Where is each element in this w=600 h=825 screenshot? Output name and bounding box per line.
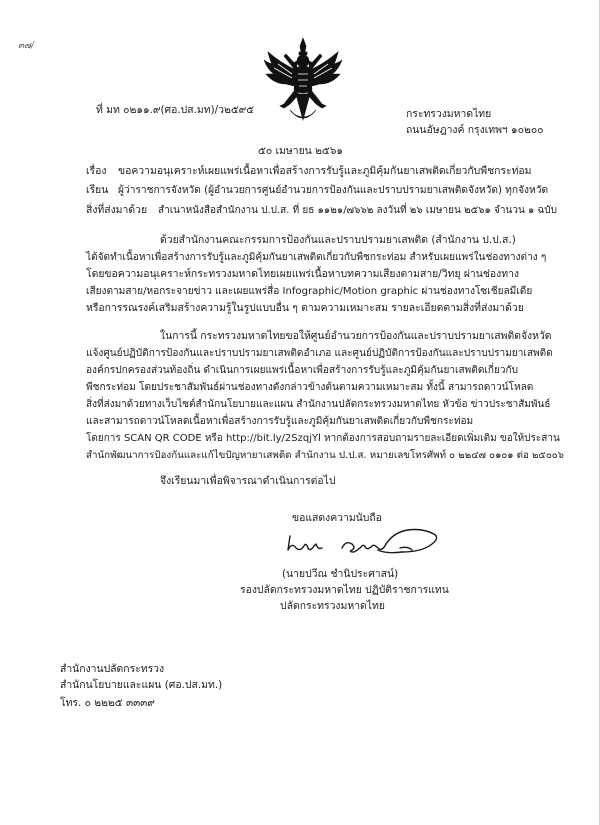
signatory-name: (นายปวีณ ชำนิประศาสน์) — [282, 568, 399, 580]
page-number: ๓๗/ — [18, 41, 34, 51]
org-name: กระทรวงมหาดไทย — [406, 108, 492, 120]
subject-label: เรื่อง — [86, 165, 107, 177]
paragraph-line: โดยการ SCAN QR CODE หรือ http://bit.ly/2SzqjYl หากต้องการสอบถามรายละเอียดเพิ่มเติม ขอให้ประสาน — [86, 433, 560, 444]
paragraph-line: สิ่งที่ส่งมาด้วยทางเว็บไซต์สำนักนโยบายและแผน สำนักงานปลัดกระทรวงมหาดไทย หัวข้อ ข่าวประชาสัมพันธ์ — [86, 399, 551, 410]
signatory-position-2: ปลัดกระทรวงมหาดไทย — [280, 600, 385, 612]
closing-request: จึงเรียนมาเพื่อพิจารณาดำเนินการต่อไป — [160, 475, 336, 487]
org-address: ถนนอัษฎางค์ กรุงเทพฯ ๑๐๒๐๐ — [406, 124, 544, 136]
garuda-emblem — [262, 34, 344, 126]
paragraph-line: โดยขอความอนุเคราะห์กระทรวงมหาดไทยเผยแพร่เนื้อหาบทความเสียงตามสาย/วิทยุ ผ่านช่องทาง — [86, 268, 519, 280]
paragraph-line: และสามารถดาวน์โหลดเนื้อหาเพื่อสร้างการรับรู้และภูมิคุ้มกันยาเสพติดเกี่ยวกับพืชกระท่อม — [86, 416, 474, 427]
footer-division: สำนักนโยบายและแผน (ศอ.ปส.มท.) — [60, 679, 223, 691]
signatory-position-1: รองปลัดกระทรวงมหาดไทย ปฏิบัติราชการแทน — [240, 584, 449, 596]
enclosure-label: สิ่งที่ส่งมาด้วย — [86, 204, 148, 216]
subject-value: ขอความอนุเคราะห์เผยแพร่เนื้อหาเพื่อสร้างการรับรู้และภูมิคุ้มกันยาเสพติดเกี่ยวกับพืชกระท่อม — [118, 165, 532, 177]
paragraph-line: สำนักพัฒนาการป้องกันและแก้ไขปัญหายาเสพติด สำนักงาน ป.ป.ส. หมายเลขโทรศัพท์ ๐ ๒๒๔๗ ๐๑๐๑ ต่อ ๒๕๐๐๖ — [86, 450, 565, 461]
paragraph-line: ในการนี้ กระทรวงมหาดไทยขอให้ศูนย์อำนวยการป้องกันและปราบปรามยาเสพติดจังหวัด — [160, 330, 552, 342]
document-number: ที่ มท ๐๒๑๑.๙(ศอ.ปส.มท)/ว๒๕๙๕ — [96, 104, 255, 116]
paragraph-line: ด้วยสำนักงานคณะกรรมการป้องกันและปราบปรามยาเสพติด (สำนักงาน ป.ป.ส.) — [160, 234, 516, 246]
document-date: ๕๐ เมษายน ๒๕๖๑ — [258, 145, 343, 157]
salutation: ขอแสดงความนับถือ — [292, 512, 382, 524]
handwritten-signature — [282, 522, 452, 568]
paragraph-line: แจ้งศูนย์ปฏิบัติการป้องกันและปราบปรามยาเสพติดอำเภอ และศูนย์ปฏิบัติการป้องกันและปราบปรามยาเสพติด — [86, 348, 553, 359]
to-value: ผู้ว่าราชการจังหวัด (ผู้อำนวยการศูนย์อำนวยการป้องกันและปราบปรามยาเสพติดจังหวัด) ทุกจังหวัด — [118, 185, 549, 196]
to-label: เรียน — [86, 184, 109, 196]
paragraph-line: องค์กรปกครองส่วนท้องถิ่น ดำเนินการเผยแพร่เนื้อหาเพื่อสร้างการรับรู้และภูมิคุ้มกันยาเสพติดเกี่ยวกับ — [86, 365, 519, 376]
paragraph-line: หรือการรณรงค์เสริมสร้างความรู้ในรูปแบบอื่น ๆ ตามความเหมาะสม รายละเอียดตามสิ่งที่ส่งมาด้วย — [86, 302, 524, 314]
paragraph-line: ได้จัดทำเนื้อหาเพื่อสร้างการรับรู้และภูมิคุ้มกันยาเสพติดเกี่ยวกับพืชกระท่อม สำหรับเผยแพร่ในช่องทางต่าง ๆ — [86, 252, 547, 263]
footer-office: สำนักงานปลัดกระทรวง — [60, 663, 165, 675]
paragraph-line: พืชกระท่อม โดยประชาสัมพันธ์ผ่านช่องทางดังกล่าวข้างต้นตามความเหมาะสม ทั้งนี้ สามารถดาวน์โหลด — [86, 382, 534, 393]
footer-phone: โทร. ๐ ๒๒๒๕ ๓๓๓๙ — [60, 697, 155, 709]
enclosure-value: สำเนาหนังสือสำนักงาน ป.ป.ส. ที่ ยธ ๑๑๒๑/๗๖๖๒ ลงวันที่ ๒๖ เมษายน ๒๕๖๑ จำนวน ๑ ฉบับ — [158, 205, 557, 216]
paragraph-line: เสียงตามสาย/หอกระจายข่าว และเผยแพร่สื่อ Infographic/Motion graphic ผ่านช่องทางโซเชียลมีเดีย — [86, 286, 533, 297]
